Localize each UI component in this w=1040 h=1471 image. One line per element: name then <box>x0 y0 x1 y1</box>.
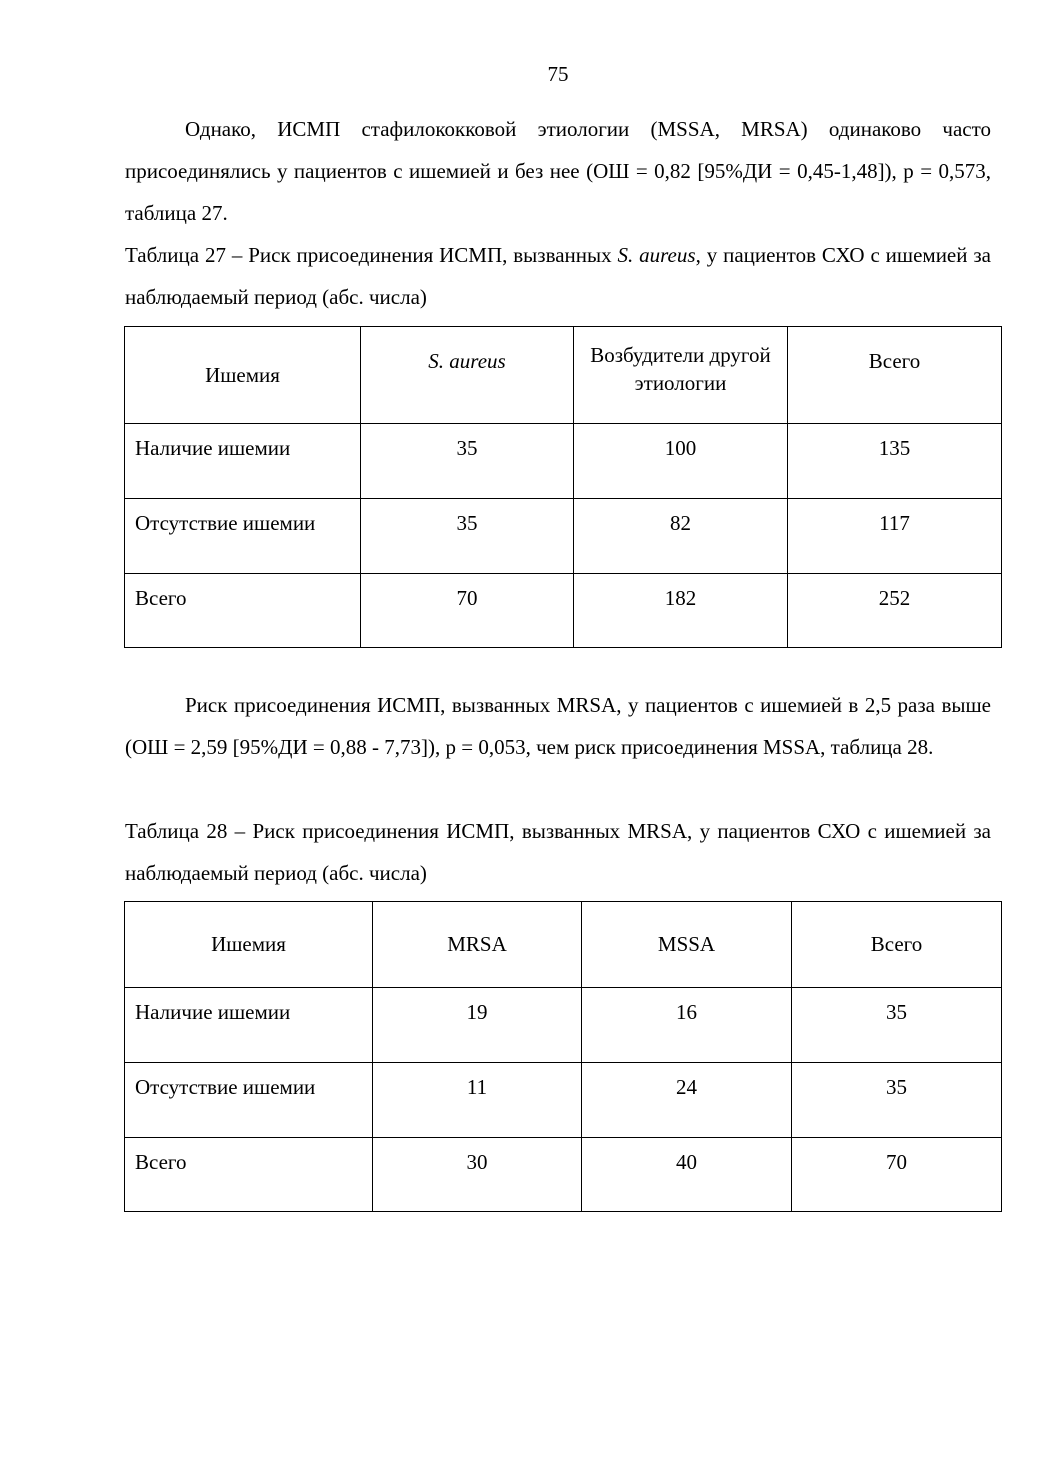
caption-27-italic: S. aureus <box>617 243 696 267</box>
table-cell: Отсутствие ишемии <box>125 1063 373 1138</box>
table-cell: 19 <box>373 988 582 1063</box>
caption-27-suffix: , у пациентов СХО с ишемией за наблюдаемый период (абс. числа) <box>125 243 991 309</box>
table-28 <box>124 901 1002 1212</box>
table-cell: 182 <box>574 574 788 648</box>
table-cell: Всего <box>125 574 361 648</box>
table-row <box>125 424 1002 499</box>
table-cell: Всего <box>125 1138 373 1212</box>
paragraph-2: Риск присоединения ИСМП, вызванных MRSA, у пациентов с ишемией в 2,5 раза выше (ОШ = 2,59 [95%ДИ = 0,88 - 7,73]), p = 0,053, чем риск присоединения MSSA, таблица 28. <box>125 693 991 759</box>
table-28-header-row <box>125 902 1002 988</box>
table-cell: Наличие ишемии <box>125 424 361 499</box>
table-cell: 30 <box>373 1138 582 1212</box>
table-28-caption: Таблица 28 – Риск присоединения ИСМП, вызванных MRSA, у пациентов СХО с ишемией за наблюдаемый период (абс. числа) <box>125 819 991 885</box>
table-cell: Наличие ишемии <box>125 988 373 1063</box>
table-27-header-cell: Всего <box>788 327 1002 424</box>
table-cell: 70 <box>792 1138 1002 1212</box>
table-28-header-cell: MSSA <box>582 902 792 988</box>
table-row <box>125 988 1002 1063</box>
table-row <box>125 499 1002 574</box>
table-27-header-cell: Ишемия <box>125 327 361 424</box>
table-cell: 40 <box>582 1138 792 1212</box>
table-row <box>125 1138 1002 1212</box>
table-cell: 35 <box>792 988 1002 1063</box>
table-row <box>125 574 1002 648</box>
table-cell: 117 <box>788 499 1002 574</box>
table-cell: 16 <box>582 988 792 1063</box>
table-cell: 35 <box>361 499 574 574</box>
table-cell: 70 <box>361 574 574 648</box>
table-27-header-cell: S. aureus <box>361 327 574 424</box>
table-27-header-row <box>125 327 1002 424</box>
paragraph-1: Однако, ИСМП стафилококковой этиологии (MSSA, MRSA) одинаково часто присоединялись у пациентов с ишемией и без нее (ОШ = 0,82 [95%ДИ = 0,45-1,48]), p = 0,573, таблица 27. <box>125 117 991 225</box>
table-cell: 100 <box>574 424 788 499</box>
table-cell: 82 <box>574 499 788 574</box>
table-cell: Отсутствие ишемии <box>125 499 361 574</box>
table-cell: 35 <box>792 1063 1002 1138</box>
table-27-header-cell: Возбудители другой этиологии <box>574 327 788 424</box>
table-27-caption <box>125 234 991 318</box>
table-cell: 35 <box>361 424 574 499</box>
table-cell: 135 <box>788 424 1002 499</box>
table-cell: 11 <box>373 1063 582 1138</box>
table-cell: 252 <box>788 574 1002 648</box>
caption-27-prefix: Таблица 27 – Риск присоединения ИСМП, вызванных <box>125 243 618 267</box>
table-row <box>125 1063 1002 1138</box>
table-27 <box>124 326 1002 648</box>
page-number: 75 <box>547 62 569 86</box>
table-28-header-cell: Ишемия <box>125 902 373 988</box>
table-28-header-cell: Всего <box>792 902 1002 988</box>
table-cell: 24 <box>582 1063 792 1138</box>
table-28-header-cell: MRSA <box>373 902 582 988</box>
